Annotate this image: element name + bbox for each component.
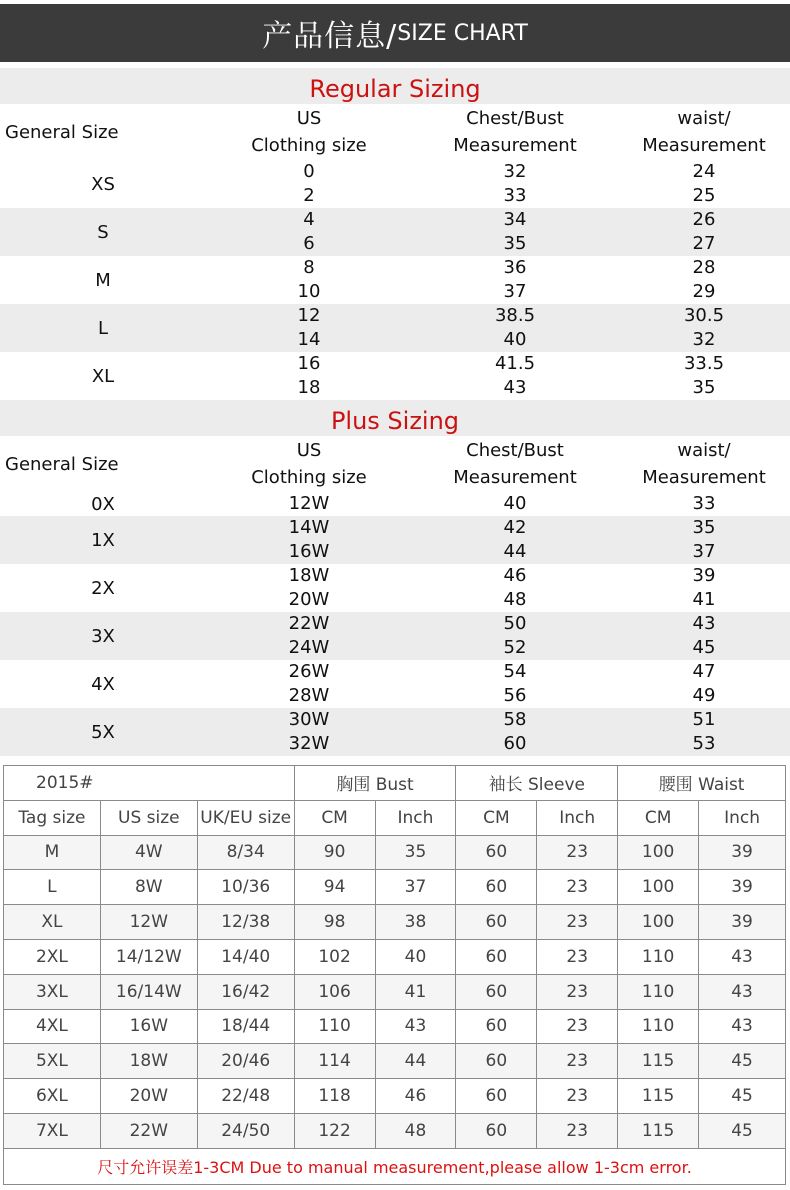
general-size-cell: 3X bbox=[91, 625, 115, 647]
waist-value: 39 bbox=[692, 565, 716, 586]
detail-row bbox=[4, 905, 786, 940]
regular-header-row bbox=[0, 104, 790, 160]
chest-value: 52 bbox=[503, 637, 527, 658]
waist-cell bbox=[618, 564, 790, 612]
detail-cell: XL bbox=[4, 905, 101, 940]
waist-value: 33 bbox=[692, 493, 716, 514]
detail-cell: 39 bbox=[699, 870, 786, 905]
detail-cell: 43 bbox=[699, 1009, 786, 1044]
detail-cell: 18/44 bbox=[197, 1009, 294, 1044]
detail-header-cell: Inch bbox=[537, 800, 618, 835]
us-size-value: 30W bbox=[288, 709, 330, 730]
detail-sleeve-group: 袖长 Sleeve bbox=[456, 766, 618, 801]
size-group-row bbox=[0, 612, 790, 660]
chest-value: 56 bbox=[503, 685, 527, 706]
detail-cell: 8/34 bbox=[197, 835, 294, 870]
us-size-cell bbox=[206, 160, 412, 208]
detail-year-cell: 2015# bbox=[4, 766, 295, 801]
chest-cell bbox=[412, 660, 618, 708]
waist-value: 24 bbox=[692, 161, 716, 182]
header-waist-measurement: Measurement bbox=[642, 135, 766, 156]
chest-value: 41.5 bbox=[494, 353, 536, 374]
waist-value: 25 bbox=[692, 185, 716, 206]
detail-cell: 43 bbox=[699, 939, 786, 974]
detail-cell: 43 bbox=[699, 974, 786, 1009]
waist-cell bbox=[618, 612, 790, 660]
detail-cell: 23 bbox=[537, 1113, 618, 1148]
waist-value: 32 bbox=[692, 329, 716, 350]
detail-cell: 4XL bbox=[4, 1009, 101, 1044]
us-size-value: 8 bbox=[303, 257, 315, 278]
detail-bust-group: 胸围 Bust bbox=[294, 766, 456, 801]
waist-value: 53 bbox=[692, 733, 716, 754]
waist-cell bbox=[618, 304, 790, 352]
detail-cell: 45 bbox=[699, 1079, 786, 1114]
detail-row bbox=[4, 1044, 786, 1079]
detail-cell: 110 bbox=[294, 1009, 375, 1044]
header-chest-bust: Chest/Bust bbox=[466, 440, 564, 461]
plus-sizing-section bbox=[0, 400, 790, 756]
us-size-cell bbox=[206, 660, 412, 708]
waist-cell bbox=[618, 708, 790, 756]
header-general-size: General Size bbox=[5, 453, 119, 475]
detail-cell: 16/14W bbox=[100, 974, 197, 1009]
waist-cell bbox=[618, 660, 790, 708]
detail-row bbox=[4, 835, 786, 870]
us-size-value: 14 bbox=[297, 329, 321, 350]
chest-value: 33 bbox=[503, 185, 527, 206]
detail-cell: 10/36 bbox=[197, 870, 294, 905]
chest-value: 37 bbox=[503, 281, 527, 302]
us-size-value: 24W bbox=[288, 637, 330, 658]
waist-value: 37 bbox=[692, 541, 716, 562]
size-group-row bbox=[0, 564, 790, 612]
detail-cell: 38 bbox=[375, 905, 456, 940]
chest-value: 48 bbox=[503, 589, 527, 610]
regular-sizing-section bbox=[0, 68, 790, 400]
detail-cell: 4W bbox=[100, 835, 197, 870]
detail-cell: 98 bbox=[294, 905, 375, 940]
detail-header-cell: Inch bbox=[699, 800, 786, 835]
general-size-cell: L bbox=[97, 317, 109, 339]
detail-cell: 45 bbox=[699, 1113, 786, 1148]
detail-cell: 23 bbox=[537, 905, 618, 940]
detail-cell: 24/50 bbox=[197, 1113, 294, 1148]
chest-value: 44 bbox=[503, 541, 527, 562]
detail-row bbox=[4, 1009, 786, 1044]
chest-value: 46 bbox=[503, 565, 527, 586]
waist-value: 27 bbox=[692, 233, 716, 254]
detail-cell: L bbox=[4, 870, 101, 905]
us-size-value: 26W bbox=[288, 661, 330, 682]
waist-cell bbox=[618, 256, 790, 304]
detail-cell: 18W bbox=[100, 1044, 197, 1079]
chest-value: 32 bbox=[503, 161, 527, 182]
detail-cell: 41 bbox=[375, 974, 456, 1009]
detail-row bbox=[4, 974, 786, 1009]
waist-cell bbox=[618, 516, 790, 564]
detail-group-header-row bbox=[4, 766, 786, 801]
detail-cell: 16/42 bbox=[197, 974, 294, 1009]
general-size-cell: XL bbox=[91, 365, 115, 387]
detail-cell: 60 bbox=[456, 870, 537, 905]
waist-value: 28 bbox=[692, 257, 716, 278]
detail-header-cell: Inch bbox=[375, 800, 456, 835]
header-us: US bbox=[296, 440, 322, 461]
detail-body bbox=[4, 835, 786, 1148]
waist-value: 49 bbox=[692, 685, 716, 706]
us-size-value: 28W bbox=[288, 685, 330, 706]
detail-cell: 60 bbox=[456, 1044, 537, 1079]
us-size-cell bbox=[206, 564, 412, 612]
waist-cell bbox=[618, 160, 790, 208]
detail-cell: 23 bbox=[537, 939, 618, 974]
waist-value: 29 bbox=[692, 281, 716, 302]
size-group-row bbox=[0, 208, 790, 256]
detail-header-cell: CM bbox=[618, 800, 699, 835]
detail-cell: 48 bbox=[375, 1113, 456, 1148]
waist-value: 41 bbox=[692, 589, 716, 610]
plus-rows bbox=[0, 492, 790, 756]
detail-cell: 37 bbox=[375, 870, 456, 905]
detail-note-row bbox=[4, 1148, 786, 1184]
waist-cell bbox=[618, 352, 790, 400]
chest-cell bbox=[412, 160, 618, 208]
size-group-row bbox=[0, 660, 790, 708]
detail-cell: 60 bbox=[456, 1079, 537, 1114]
chest-cell bbox=[412, 612, 618, 660]
detail-cell: 110 bbox=[618, 974, 699, 1009]
chest-cell bbox=[412, 492, 618, 516]
us-size-value: 2 bbox=[303, 185, 315, 206]
regular-sizing-title: Regular Sizing bbox=[0, 68, 790, 104]
detail-cell: 2XL bbox=[4, 939, 101, 974]
chest-value: 42 bbox=[503, 517, 527, 538]
chest-value: 58 bbox=[503, 709, 527, 730]
header-clothing-size: Clothing size bbox=[251, 467, 367, 488]
us-size-cell bbox=[206, 708, 412, 756]
detail-cell: 122 bbox=[294, 1113, 375, 1148]
general-size-cell: M bbox=[95, 269, 111, 291]
us-size-value: 18 bbox=[297, 377, 321, 398]
general-size-cell: 5X bbox=[91, 721, 115, 743]
detail-cell: 35 bbox=[375, 835, 456, 870]
general-size-cell: XS bbox=[91, 173, 115, 195]
header-title-en: SIZE CHART bbox=[397, 20, 528, 46]
waist-value: 30.5 bbox=[683, 305, 725, 326]
waist-value: 45 bbox=[692, 637, 716, 658]
header-waist-measurement: Measurement bbox=[642, 467, 766, 488]
us-size-cell bbox=[206, 352, 412, 400]
detail-row bbox=[4, 939, 786, 974]
detail-cell: 100 bbox=[618, 870, 699, 905]
chest-value: 38.5 bbox=[494, 305, 536, 326]
chest-value: 40 bbox=[503, 329, 527, 350]
header-clothing-size: Clothing size bbox=[251, 135, 367, 156]
chest-value: 40 bbox=[503, 493, 527, 514]
detail-cell: 3XL bbox=[4, 974, 101, 1009]
waist-cell bbox=[618, 208, 790, 256]
detail-cell: 39 bbox=[699, 835, 786, 870]
detail-cell: M bbox=[4, 835, 101, 870]
detail-cell: 6XL bbox=[4, 1079, 101, 1114]
detail-cell: 16W bbox=[100, 1009, 197, 1044]
chest-value: 35 bbox=[503, 233, 527, 254]
waist-value: 33.5 bbox=[683, 353, 725, 374]
regular-rows bbox=[0, 160, 790, 400]
detail-cell: 23 bbox=[537, 974, 618, 1009]
size-group-row bbox=[0, 352, 790, 400]
header-us: US bbox=[296, 108, 322, 129]
detail-header-cell: Tag size bbox=[4, 800, 101, 835]
detail-waist-group: 腰围 Waist bbox=[618, 766, 786, 801]
chest-cell bbox=[412, 304, 618, 352]
detail-cell: 12/38 bbox=[197, 905, 294, 940]
waist-cell bbox=[618, 492, 790, 516]
detail-cell: 115 bbox=[618, 1044, 699, 1079]
detail-size-table bbox=[3, 765, 786, 1185]
us-size-value: 4 bbox=[303, 209, 315, 230]
us-size-value: 22W bbox=[288, 613, 330, 634]
us-size-value: 14W bbox=[288, 517, 330, 538]
chest-cell bbox=[412, 256, 618, 304]
detail-cell: 40 bbox=[375, 939, 456, 974]
size-group-row bbox=[0, 160, 790, 208]
chest-value: 34 bbox=[503, 209, 527, 230]
detail-header-cell: CM bbox=[294, 800, 375, 835]
header-waist: waist/ bbox=[677, 108, 731, 129]
detail-cell: 45 bbox=[699, 1044, 786, 1079]
us-size-cell bbox=[206, 612, 412, 660]
us-size-value: 12W bbox=[288, 493, 330, 514]
detail-cell: 22/48 bbox=[197, 1079, 294, 1114]
detail-cell: 12W bbox=[100, 905, 197, 940]
detail-cell: 23 bbox=[537, 1009, 618, 1044]
detail-cell: 60 bbox=[456, 974, 537, 1009]
chest-value: 36 bbox=[503, 257, 527, 278]
measurement-note: 尺寸允许误差1-3CM Due to manual measurement,please allow 1-3cm error. bbox=[4, 1148, 786, 1184]
header-title-cn: 产品信息/ bbox=[262, 19, 398, 54]
chest-cell bbox=[412, 352, 618, 400]
us-size-value: 10 bbox=[297, 281, 321, 302]
chest-value: 54 bbox=[503, 661, 527, 682]
detail-cell: 5XL bbox=[4, 1044, 101, 1079]
waist-value: 43 bbox=[692, 613, 716, 634]
detail-cell: 22W bbox=[100, 1113, 197, 1148]
detail-cell: 60 bbox=[456, 905, 537, 940]
detail-sub-header-row bbox=[4, 800, 786, 835]
detail-cell: 90 bbox=[294, 835, 375, 870]
header-chest-measurement: Measurement bbox=[453, 467, 577, 488]
detail-cell: 14/12W bbox=[100, 939, 197, 974]
header-general-size: General Size bbox=[5, 121, 119, 143]
us-size-value: 18W bbox=[288, 565, 330, 586]
general-size-cell: 2X bbox=[91, 577, 115, 599]
detail-cell: 8W bbox=[100, 870, 197, 905]
detail-cell: 60 bbox=[456, 835, 537, 870]
us-size-cell bbox=[206, 492, 412, 516]
header-waist: waist/ bbox=[677, 440, 731, 461]
header-chest-bust: Chest/Bust bbox=[466, 108, 564, 129]
detail-cell: 115 bbox=[618, 1113, 699, 1148]
detail-cell: 94 bbox=[294, 870, 375, 905]
size-group-row bbox=[0, 516, 790, 564]
chest-cell bbox=[412, 564, 618, 612]
us-size-cell bbox=[206, 516, 412, 564]
us-size-value: 0 bbox=[303, 161, 315, 182]
us-size-value: 20W bbox=[288, 589, 330, 610]
waist-value: 35 bbox=[692, 517, 716, 538]
chest-cell bbox=[412, 208, 618, 256]
detail-cell: 102 bbox=[294, 939, 375, 974]
plus-sizing-title: Plus Sizing bbox=[0, 400, 790, 436]
waist-value: 35 bbox=[692, 377, 716, 398]
detail-cell: 100 bbox=[618, 835, 699, 870]
us-size-value: 16W bbox=[288, 541, 330, 562]
header-chest-measurement: Measurement bbox=[453, 135, 577, 156]
detail-cell: 39 bbox=[699, 905, 786, 940]
detail-row bbox=[4, 870, 786, 905]
detail-cell: 114 bbox=[294, 1044, 375, 1079]
detail-cell: 20W bbox=[100, 1079, 197, 1114]
general-size-cell: 0X bbox=[91, 493, 115, 515]
plus-header-row bbox=[0, 436, 790, 492]
detail-cell: 60 bbox=[456, 1113, 537, 1148]
us-size-value: 16 bbox=[297, 353, 321, 374]
detail-header-cell: US size bbox=[100, 800, 197, 835]
detail-cell: 23 bbox=[537, 870, 618, 905]
chest-value: 60 bbox=[503, 733, 527, 754]
detail-cell: 20/46 bbox=[197, 1044, 294, 1079]
detail-row bbox=[4, 1079, 786, 1114]
detail-cell: 23 bbox=[537, 835, 618, 870]
detail-cell: 44 bbox=[375, 1044, 456, 1079]
size-group-row bbox=[0, 708, 790, 756]
detail-cell: 110 bbox=[618, 1009, 699, 1044]
waist-value: 26 bbox=[692, 209, 716, 230]
detail-header-cell: CM bbox=[456, 800, 537, 835]
size-group-row bbox=[0, 492, 790, 516]
chest-cell bbox=[412, 708, 618, 756]
chest-cell bbox=[412, 516, 618, 564]
general-size-cell: 1X bbox=[91, 529, 115, 551]
general-size-cell: S bbox=[97, 221, 109, 243]
detail-cell: 23 bbox=[537, 1044, 618, 1079]
detail-cell: 60 bbox=[456, 939, 537, 974]
detail-header-cell: UK/EU size bbox=[197, 800, 294, 835]
detail-cell: 43 bbox=[375, 1009, 456, 1044]
us-size-cell bbox=[206, 256, 412, 304]
detail-cell: 7XL bbox=[4, 1113, 101, 1148]
detail-row bbox=[4, 1113, 786, 1148]
detail-cell: 100 bbox=[618, 905, 699, 940]
waist-value: 51 bbox=[692, 709, 716, 730]
chest-value: 50 bbox=[503, 613, 527, 634]
detail-cell: 14/40 bbox=[197, 939, 294, 974]
detail-cell: 118 bbox=[294, 1079, 375, 1114]
us-size-value: 12 bbox=[297, 305, 321, 326]
detail-cell: 110 bbox=[618, 939, 699, 974]
detail-cell: 106 bbox=[294, 974, 375, 1009]
detail-cell: 60 bbox=[456, 1009, 537, 1044]
chest-value: 43 bbox=[503, 377, 527, 398]
size-group-row bbox=[0, 304, 790, 352]
waist-value: 47 bbox=[692, 661, 716, 682]
us-size-value: 32W bbox=[288, 733, 330, 754]
detail-cell: 115 bbox=[618, 1079, 699, 1114]
detail-cell: 23 bbox=[537, 1079, 618, 1114]
general-size-cell: 4X bbox=[91, 673, 115, 695]
us-size-cell bbox=[206, 304, 412, 352]
us-size-value: 6 bbox=[303, 233, 315, 254]
detail-cell: 46 bbox=[375, 1079, 456, 1114]
us-size-cell bbox=[206, 208, 412, 256]
size-group-row bbox=[0, 256, 790, 304]
header-bar bbox=[0, 4, 790, 62]
